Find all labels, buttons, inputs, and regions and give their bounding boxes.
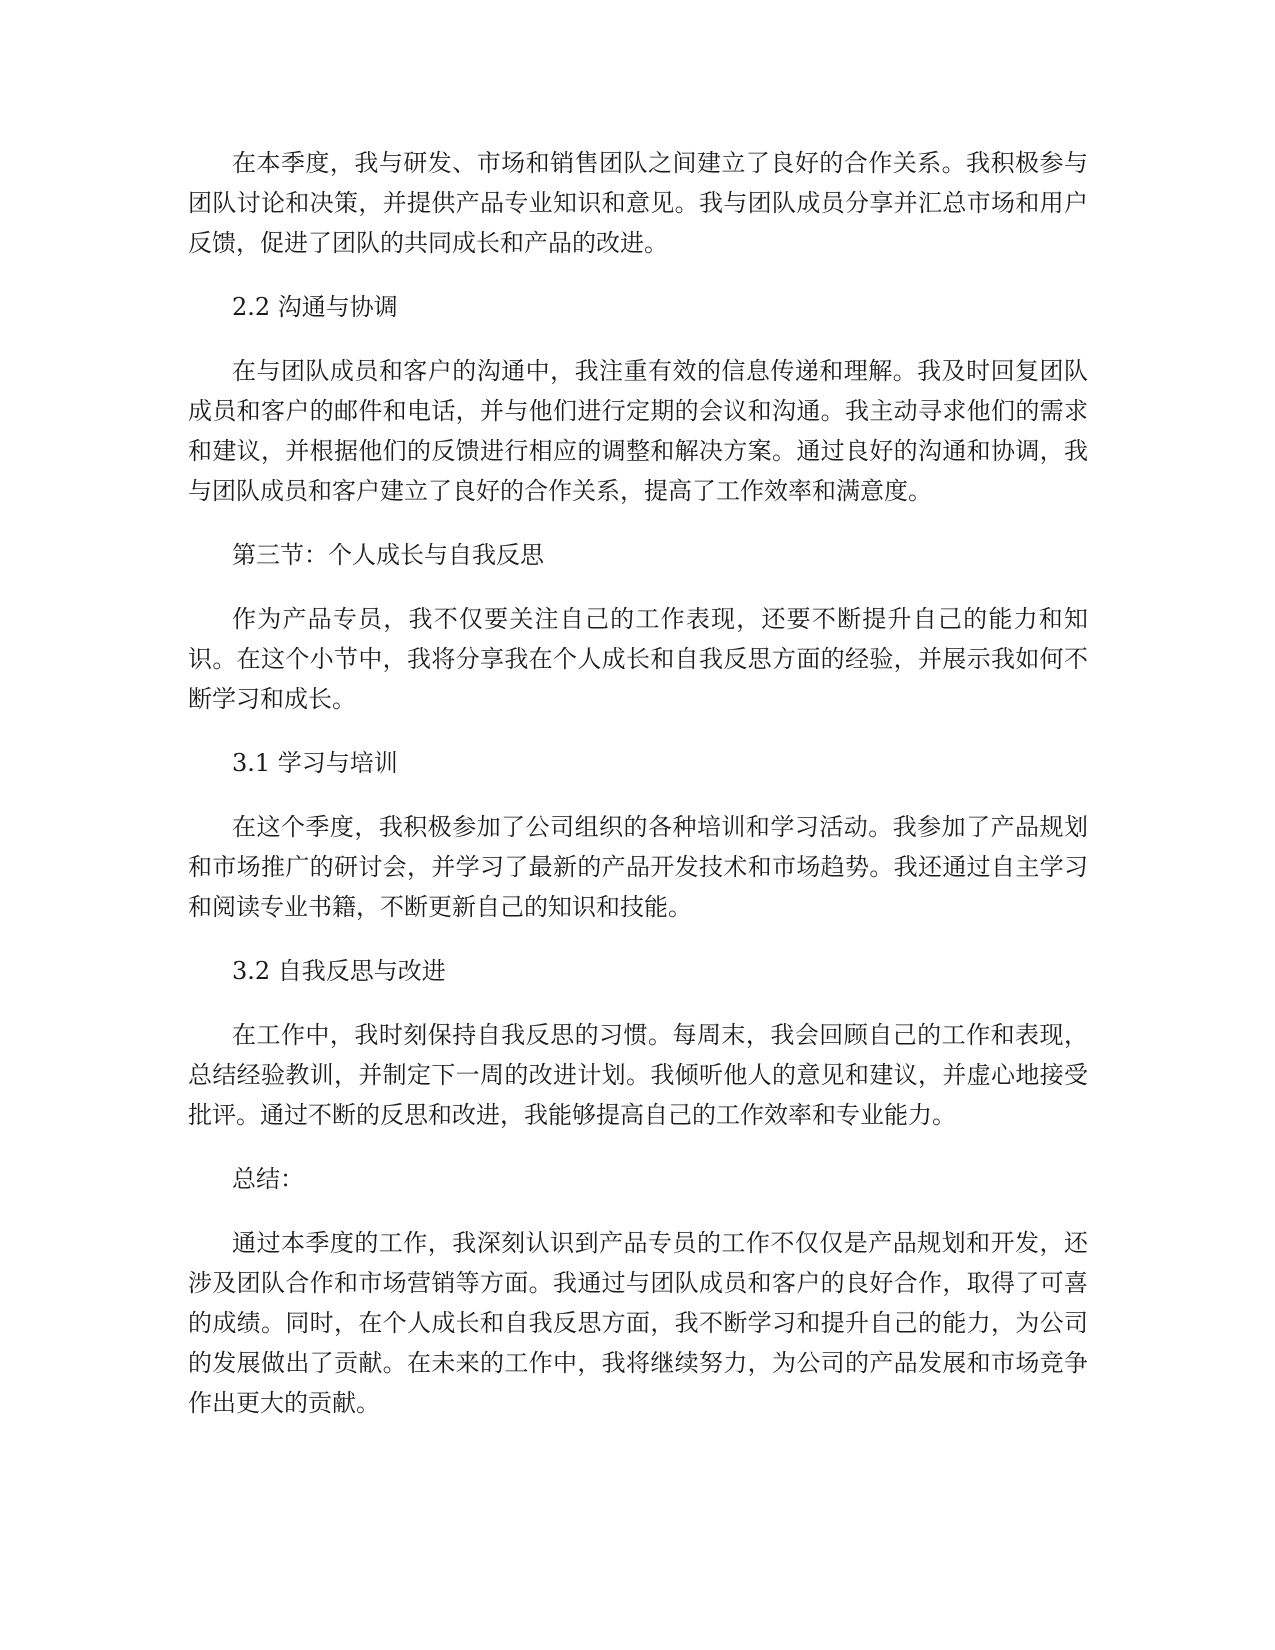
paragraph-learning-training: 在这个季度，我积极参加了公司组织的各种培训和学习活动。我参加了产品规划和市场推广的研讨会，并学习了最新的产品开发技术和市场趋势。我还通过自主学习和阅读专业书籍，不断更新自己的知识和技能。 bbox=[188, 813, 1088, 921]
heading-self-reflection: 3.2 自我反思与改进 bbox=[232, 957, 446, 985]
heading-communication: 2.2 沟通与协调 bbox=[232, 293, 398, 321]
heading-section-three: 第三节：个人成长与自我反思 bbox=[232, 541, 544, 569]
document-body bbox=[188, 143, 1088, 1447]
paragraph-communication: 在与团队成员和客户的沟通中，我注重有效的信息传递和理解。我及时回复团队成员和客户的邮件和电话，并与他们进行定期的会议和沟通。我主动寻求他们的需求和建议，并根据他们的反馈进行相应的调整和解决方案。通过良好的沟通和协调，我与团队成员和客户建立了良好的合作关系，提高了工作效率和满意度。 bbox=[188, 357, 1088, 505]
paragraph-team-collaboration: 在本季度，我与研发、市场和销售团队之间建立了良好的合作关系。我积极参与团队讨论和决策，并提供产品专业知识和意见。我与团队成员分享并汇总市场和用户反馈，促进了团队的共同成长和产品的改进。 bbox=[188, 149, 1088, 257]
heading-learning-training: 3.1 学习与培训 bbox=[232, 749, 398, 777]
paragraph-summary: 通过本季度的工作，我深刻认识到产品专员的工作不仅仅是产品规划和开发，还涉及团队合作和市场营销等方面。我通过与团队成员和客户的良好合作，取得了可喜的成绩。同时，在个人成长和自我反思方面，我不断学习和提升自己的能力，为公司的发展做出了贡献。在未来的工作中，我将继续努力，为公司的产品发展和市场竞争作出更大的贡献。 bbox=[188, 1229, 1088, 1417]
heading-summary: 总结： bbox=[232, 1165, 304, 1193]
paragraph-self-reflection: 在工作中，我时刻保持自我反思的习惯。每周末，我会回顾自己的工作和表现，总结经验教训，并制定下一周的改进计划。我倾听他人的意见和建议，并虚心地接受批评。通过不断的反思和改进，我能够提高自己的工作效率和专业能力。 bbox=[188, 1021, 1088, 1129]
paragraph-personal-growth: 作为产品专员，我不仅要关注自己的工作表现，还要不断提升自己的能力和知识。在这个小节中，我将分享我在个人成长和自我反思方面的经验，并展示我如何不断学习和成长。 bbox=[188, 605, 1088, 713]
